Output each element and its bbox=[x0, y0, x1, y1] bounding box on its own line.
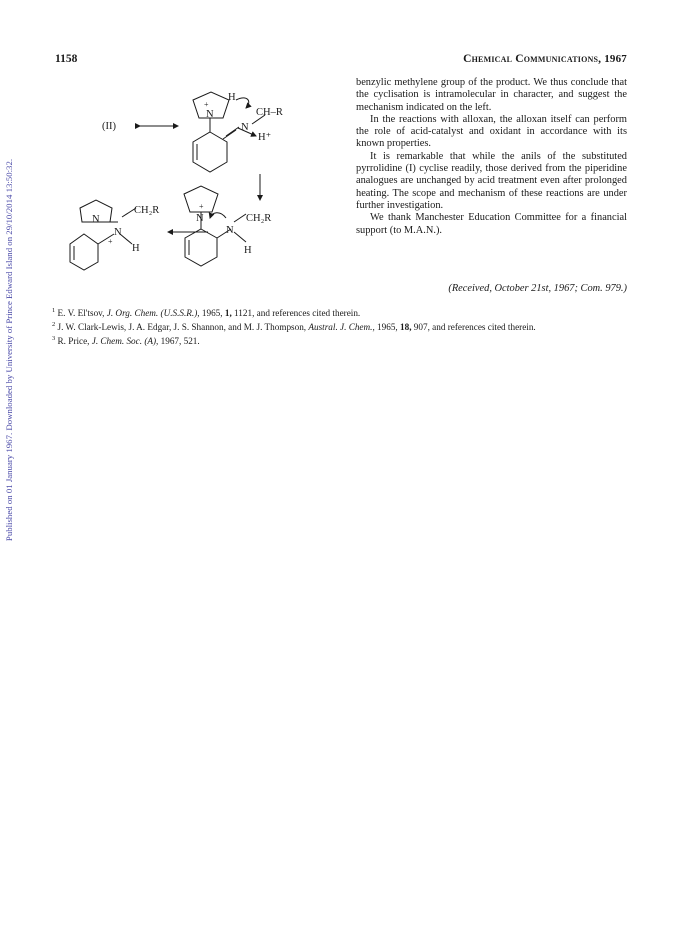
right-ch2r: CH₂R bbox=[246, 213, 272, 224]
journal-name: Chemical Communications, bbox=[463, 53, 602, 65]
label-II: (II) bbox=[102, 121, 116, 132]
reference-3: $^3$ R. Price, J. Chem. Soc. (A), 1967, 521. bbox=[52, 335, 200, 347]
download-notice: Published on 01 January 1967. Downloaded by University of Prince Edward Island on 29/10/2014 13:50:32. bbox=[4, 158, 14, 542]
top-h: H bbox=[228, 92, 236, 103]
reference-2: $^2$ J. W. Clark-Lewis, J. A. Edgar, J. S. Shannon, and M. J. Thompson, Austral. J. Chem., 1965, 18, 907, and references cited therein. bbox=[52, 321, 536, 333]
left-ch2r: CH₂R bbox=[134, 205, 160, 216]
top-ch-r: CH–R bbox=[256, 107, 283, 118]
journal-year: 1967 bbox=[604, 53, 627, 65]
page-number: 1158 bbox=[55, 53, 78, 65]
right-n-plus: N bbox=[196, 213, 204, 224]
right-h: H bbox=[244, 245, 252, 256]
paragraph-3: It is remarkable that while the anils of the substituted pyrrolidine (I) cyclise readily, those derived from the piperidine analogues are unchanged by acid treatment even after prolonged heating. The scope and mechanism of these reactions are under further investigation. bbox=[356, 150, 627, 211]
top-h-plus: H⁺ bbox=[258, 132, 272, 143]
svg-text:+: + bbox=[108, 237, 113, 246]
scheme-svg bbox=[60, 72, 350, 292]
top-benzene-ring bbox=[193, 132, 227, 172]
references bbox=[52, 305, 632, 347]
top-n-imine: N bbox=[241, 122, 249, 133]
svg-text:+: + bbox=[204, 100, 209, 109]
right-n: N bbox=[226, 225, 234, 236]
reference-1: $^1$ E. V. El'tsov, J. Org. Chem. (U.S.S.R.), 1965, 1, 1121, and references cited therein. bbox=[52, 307, 361, 319]
svg-text:+: + bbox=[199, 202, 204, 211]
body-column bbox=[356, 77, 627, 237]
left-h: H bbox=[132, 243, 140, 254]
top-n-plus: N bbox=[206, 109, 214, 120]
paragraph-2: In the reactions with alloxan, the alloxan itself can perform the role of acid-catalyst and oxidant in accordance with its known properties. bbox=[356, 113, 627, 150]
journal-title bbox=[463, 53, 627, 65]
paragraph-1: benzylic methylene group of the product. We thus conclude that the cyclisation is intramolecular in character, and suggest the mechanism indicated on the left. bbox=[356, 77, 627, 113]
reaction-scheme bbox=[60, 72, 350, 292]
page-header bbox=[55, 53, 627, 67]
paragraph-4: We thank Manchester Education Committee for a financial support (to M.A.N.). bbox=[356, 212, 627, 236]
left-n2: N bbox=[114, 227, 122, 238]
right-benzene-ring bbox=[185, 229, 217, 266]
left-n1: N bbox=[92, 214, 100, 225]
received-line: (Received, October 21st, 1967; Com. 979.) bbox=[448, 283, 627, 294]
